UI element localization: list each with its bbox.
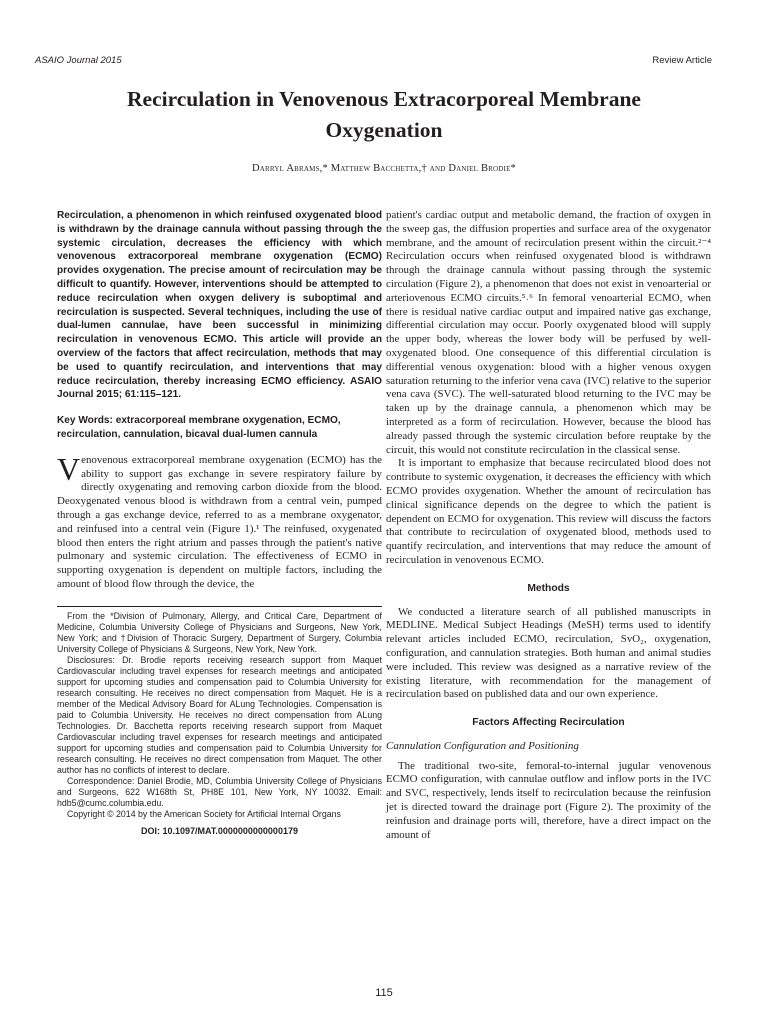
left-column: [57, 209, 382, 837]
paragraph-continued: patient's cardiac output and metabolic demand, the fraction of oxygen in the sweep gas, the diffusion properties and surface area of the oxygenator membrane, and the amount of recirculation present within the circuit.²⁻⁴ Recirculation occurs when reinfused oxygenated blood is withdrawn through the drainage cannula without passing through the systemic circulation (Figure 2), a phenomenon that does not exist in venoarterial or arteriovenous ECMO circuits.⁵˒⁶ In femoral venoarterial ECMO, when there is residual native cardiac output and impaired native gas exchange, differential circulation may occur. Poorly oxygenated blood will supply the upper body, whereas the lower body will be perfused by well-oxygenated blood. One consequence of this differential circulation is differential venous oxygenation: blood with a higher venous oxygen saturation returning to the inferior vena cava (IVC) relative to the superior vena cava (SVC). The well-saturated blood returning to the IVC may be taken up by the drainage cannula, a phenomenon which may be interpreted as a form of recirculation. However, because the blood has already passed through the systemic circulation before reuptake by the circuit, this would not constitute recirculation in the classical sense.: [386, 209, 711, 456]
article-type: Review Article: [652, 55, 712, 66]
abstract: Recirculation, a phenomenon in which reinfused oxygenated blood is withdrawn by the drainage cannula without passing through the systemic circulation, decreases the efficiency with which venovenous extracorporeal membrane oxygenation (ECMO) provides oxygenation. The precise amount of recirculation may be difficult to quantify. However, interventions should be attempted to reduce recirculation when oxygen delivery is suboptimal and recirculation is suspected. Several techniques, including the use of dual-lumen cannulae, have been successful in minimizing recirculation in venovenous ECMO. This article will provide an overview of the factors that affect recirculation, methods that may be used to quantify recirculation, and interventions that may reduce recirculation, thereby increasing ECMO efficiency. ASAIO Journal 2015; 61:115–121.: [57, 210, 382, 401]
right-column: [386, 209, 711, 842]
affiliation-note: From the *Division of Pulmonary, Allergy, and Critical Care, Department of Medicine, Columbia University College of Physicians and Surgeons, New York, New York; and †Division of Thoracic Surgery, Department of Surgery, Columbia University College of Physicians & Surgeons, New York, New York.: [57, 610, 382, 654]
journal-name: ASAIO Journal 2015: [35, 55, 122, 66]
cannulation-paragraph: The traditional two-site, femoral-to-internal jugular venovenous ECMO configuration, with cannulae outflow and inflow ports in the IVC and SVC, respectively, lends itself to recirculation because the reinfusion jet is directed toward the drainage port (Figure 2). The proximity of the reinfusion and drainage ports will, therefore, have a direct impact on the amount of: [386, 759, 711, 841]
article-title: [60, 84, 708, 146]
methods-heading: Methods: [527, 582, 570, 594]
intro-paragraph: [57, 450, 382, 592]
disclosures-note: Disclosures: Dr. Brodie reports receiving research support from Maquet Cardiovascular including travel expenses for research meetings and anticipated support for upcoming studies and compensation paid to Columbia University for research consulting. He receives no direct compensation from Maquet. He is a member of the Medical Advisory Board for ALung Technologies. Compensation is paid to Columbia University. He receives no direct compensation from ALung Technologies. Dr. Bacchetta reports receiving research support from Maquet Cardiovascular including travel expenses for research meetings and anticipated support for upcoming studies and compensation paid to Columbia University for research consulting. He receives no direct compensation from Maquet. The other author has no conflicts of interest to declare.: [57, 654, 382, 775]
copyright-note: Copyright © 2014 by the American Society for Artificial Internal Organs: [67, 808, 341, 819]
doi[interactable]: DOI: 10.1097/MAT.0000000000000179: [141, 825, 298, 836]
title-line-1: Recirculation in Venovenous Extracorporeal Membrane: [127, 87, 641, 111]
author-list: Darryl Abrams,* Matthew Bacchetta,† and Daniel Brodie*: [252, 163, 516, 174]
correspondence-note: Correspondence: Daniel Brodie, MD, Columbia University College of Physicians and Surgeons, 622 W168th St, PH8E 101, New York, NY 10032. Email: hdb5@cumc.columbia.edu.: [57, 775, 382, 808]
keywords: Key Words: extracorporeal membrane oxygenation, ECMO, recirculation, cannulation, bicaval dual-lumen cannula: [57, 415, 341, 440]
page-number: 115: [375, 987, 393, 999]
subsection-heading: Cannulation Configuration and Positioning: [386, 739, 579, 752]
methods-paragraph: We conducted a literature search of all published manuscripts in MEDLINE. Medical Subject Headings (MeSH) terms used to identify relevant articles included ECMO, recirculation, SvO₂, oxygenation, configuration, and cannulation strategies. Both human and animal studies were included. This review was designed as a narrative review of the existing literature, with recommendation for the management of recirculation based on published data and our own experience.: [386, 605, 711, 701]
footnote-divider: [57, 606, 382, 607]
paragraph-emphasis: It is important to emphasize that because recirculated blood does not contribute to systemic oxygenation, it decreases the efficiency with which ECMO provides oxygenation. Whether the amount of recirculation has clinical significance depends on the degree to which the patient is dependent on ECMO for oxygenation. This review will discuss the factors that contribute to recirculation of oxygenated blood, methods used to quantify recirculation, and interventions that may reduce the amount of recirculation in venovenous ECMO.: [386, 457, 711, 566]
factors-heading: Factors Affecting Recirculation: [472, 717, 625, 729]
drop-cap: V: [57, 450, 81, 487]
title-line-2: Oxygenation: [325, 118, 443, 142]
footnotes: [57, 611, 382, 837]
intro-text: enovenous extracorporeal membrane oxygenation (ECMO) has the ability to support gas exchange in severe respiratory failure by directly oxygenating and removing carbon dioxide from the blood. Deoxygenated venous blood is withdrawn from a central vein, pumped through a gas exchange device, referred to as a membrane oxygenator, and reinfused into a central vein (Figure 1).¹ The reinfused, oxygenated blood then enters the right atrium and passes through the patient's native pulmonary and systemic circulation. The effectiveness of ECMO in supporting oxygenation is dependent on multiple factors, including the amount of blood flow through the device, the: [57, 453, 382, 590]
